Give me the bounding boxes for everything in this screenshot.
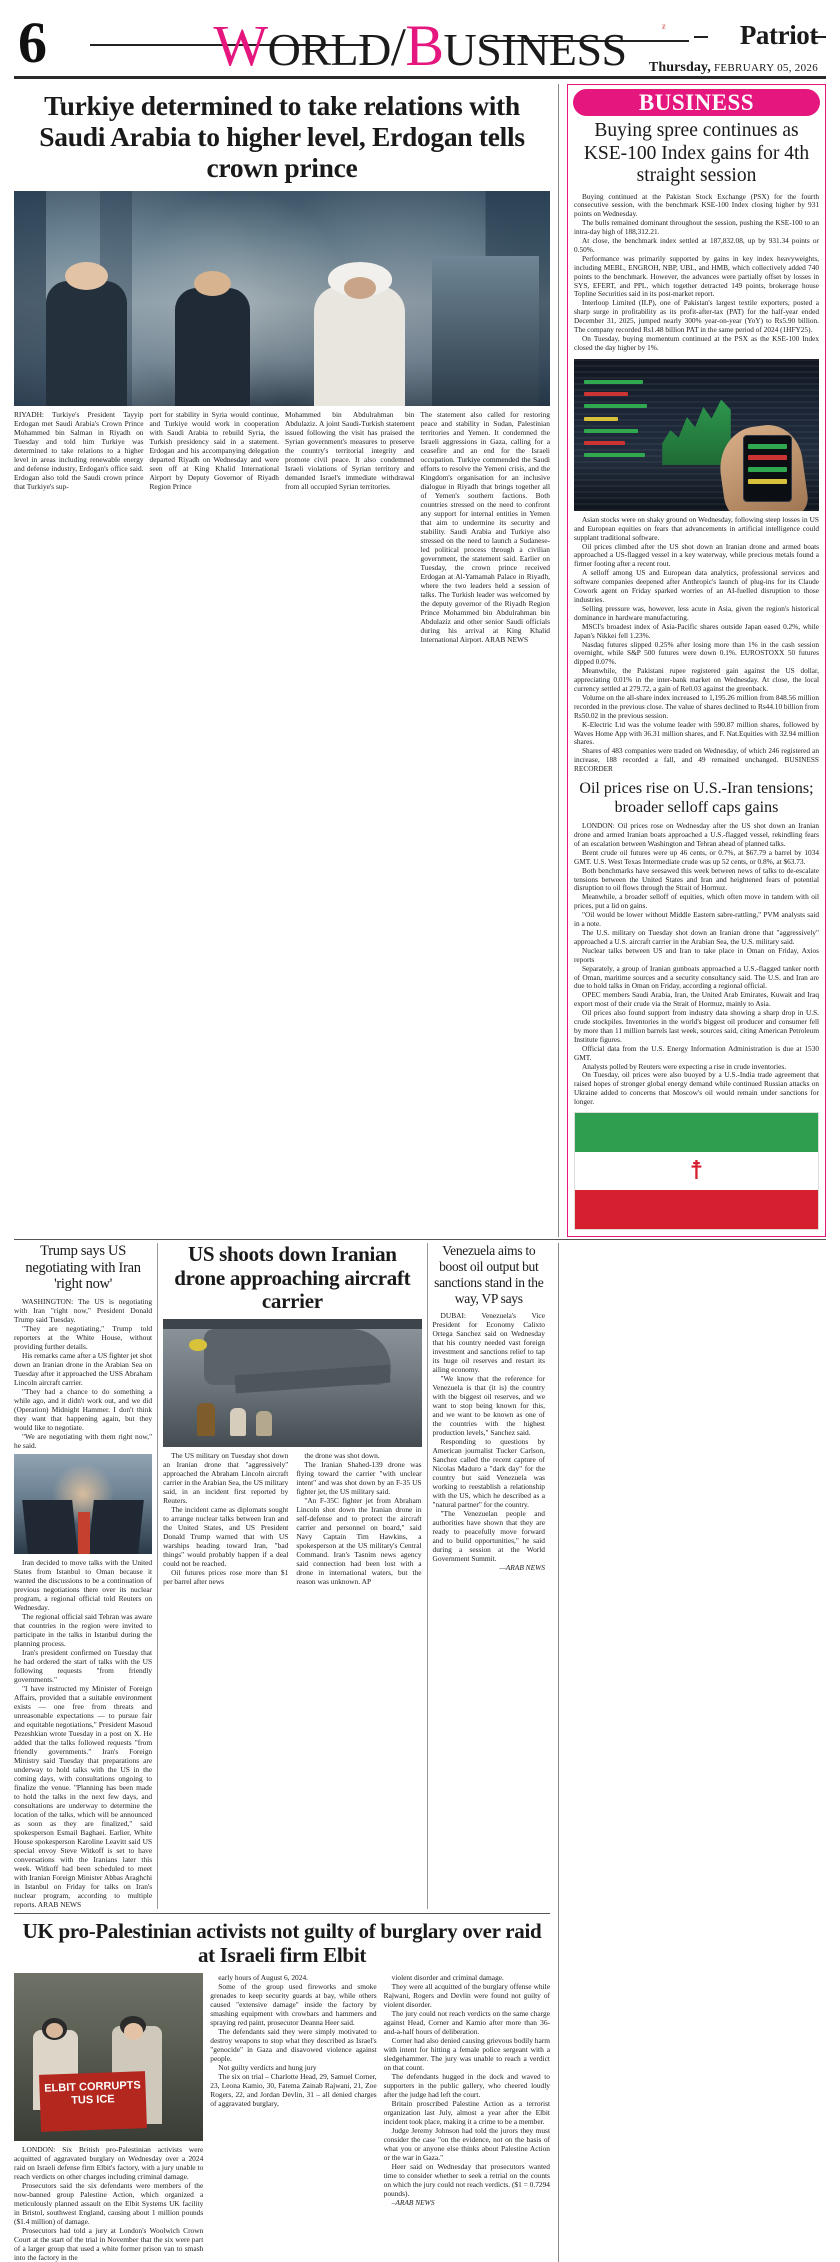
venezuela-paragraph: "The Venezuelan people and authorities have shown that they are ready to peacefully move forward and to build opportunities," he said during a session at the World Government Summit.	[432, 1509, 545, 1564]
drone-story	[158, 1243, 426, 1909]
lead-caption-col-2: port for stability in Syria would continue, and Turkiye would work in cooperation with Saudi Arabia to rebuild Syria, the Turkish presidency said in a statement. Erdogan and his accompanying delegation departed Riyadh on Wednesday and were seen off at King Khalid International Airport by Deputy Governor of Riyadh Region Prince	[149, 410, 279, 491]
elbit-paragraph: Judge Jeremy Johnson had told the jurors they must consider the case "on the evidence, not on the basis of what you or anyone else thinks about Palestine Action or the war in Gaza."	[383, 2125, 550, 2162]
business-photo-trading-screen	[574, 359, 819, 511]
trump-paragraph: "I have instructed my Minister of Foreign Affairs, provided that a suitable environment exists — one free from threats and unreasonable expectations — to pursue fair and equitable negotiations," President Masoud Pezeshkian wrote Tuesday in a post on X. He added that the talks followed requests "from friendly governments." Iran's Foreign Ministry said Tuesday that preparations are underway to hold talks with the US in the coming days, with consultations ongoing to finalize the venue. "Planning has been made to hold the talks in the next few days, and consultations are underway to determine the location of the talks, which will be announced as soon as they are finalized," said spokesperson Esmail Baghaei. Earlier, White House spokesperson Karoline Leavitt said US special envoy Steve Witkoff is set to have conversations with the Iranians later this week. Witkoff had been scheduled to meet with Iranian Foreign Minister Abbas Araghchi in Istanbul on Friday for talks on Iran's nuclear program, according to multiple reports. ARAB NEWS	[14, 1683, 153, 1909]
oil-paragraph: Brent crude oil futures were up 46 cents, or 0.7%, at $67.79 a barrel by 1034 GMT. U.S. West Texas Intermediate crude was up 52 cents, or 0.8%, at $63.73.	[574, 847, 819, 866]
oil-headline: Oil prices rise on U.S.-Iran tensions; broader selloff caps gains	[579, 780, 814, 816]
figure-erdogan	[46, 281, 126, 406]
ticker-row	[584, 392, 628, 396]
section-title-b: B	[405, 13, 444, 78]
business-body-part1	[574, 193, 819, 353]
business-body-part2	[574, 516, 819, 774]
business-photo-phone	[743, 435, 792, 502]
venezuela-headline: Venezuela aims to boost oil output but sanctions stand in the way, VP says	[434, 1243, 544, 1307]
top-zone	[14, 84, 826, 1237]
oil-paragraph: Both benchmarks have seesawed this week between news of talks to de-escalate tensions between the United States and Iran and heightened fears of potential disruption to oil flows through the Strait of Hormuz.	[574, 865, 819, 893]
trump-photo-necktie	[78, 1512, 90, 1554]
elbit-paragraph: The defendants hugged in the dock and waved to supporters in the public gallery, who cheered loudly after the judge had left the court.	[383, 2071, 550, 2099]
deck-crew	[256, 1411, 272, 1437]
venezuela-paragraph: DUBAI: Venezuela's Vice President for Economy Calixto Ortega Sanchez said on Wednesday that his country needed vast foreign investment and sanctions relief to tap its huge oil reserves and restart its ailing economy.	[432, 1311, 545, 1375]
business-paragraph: Performance was primarily supported by gains in key index heavyweights, including MEBL, ENGROH, NBP, UBL, and HMB, which collectively added 740 points to the benchmark. However, the advances were partially offset by losses in SYS, EFERT, and PPL, which together detracted 149 points, brokerage house Topline Securities said in its post-market report.	[574, 253, 819, 299]
trump-photo	[14, 1454, 152, 1554]
elbit-subhead: Not guilty verdicts and hung jury	[218, 2062, 317, 2072]
venezuela-source-credit: —ARAB NEWS	[499, 1563, 545, 1573]
drone-headline: US shoots down Iranian drone approaching aircraft carrier	[174, 1242, 411, 1314]
oil-paragraph: Nuclear talks between US and Iran to take place in Oman on Friday, Axios reports	[574, 945, 819, 964]
oil-paragraph: Analysts polled by Reuters were expecting a rise in crude inventories.	[582, 1061, 787, 1071]
trump-paragraph: "They are negotiating," Trump told reporters at the White House, without providing further details.	[14, 1323, 153, 1351]
business-column	[558, 84, 826, 1237]
figure-aide	[175, 288, 250, 406]
lead-photo-backdrop	[432, 256, 539, 407]
dateline	[649, 60, 818, 76]
trump-body-bottom	[14, 1558, 152, 1909]
figure-crown-prince-robe	[314, 286, 405, 406]
ticker-row	[584, 404, 648, 408]
business-paragraph: Buying continued at the Pakistan Stock Exchange (PSX) for the fourth consecutive session, with the benchmark KSE-100 Index closing higher by 931 points on Wednesday.	[574, 191, 819, 219]
section-title-slash: /	[390, 17, 406, 77]
section-title-usiness: USINESS	[443, 24, 627, 75]
brand-name: z Patriot	[649, 22, 818, 49]
oil-paragraph: The U.S. military on Tuesday shot down an Iranian drone that "aggressively" approached a U.S. aircraft carrier in the Arabian Sea, the U.S. military said.	[574, 927, 819, 946]
elbit-paragraph: Prosecutors said the six defendants were members of the now-banned group Palestine Action, which organized a meticulously planned assault on the Elbit Systems UK facility in Bristol, southwest England, causing about 1 million pounds ($1.4 million) of damage.	[14, 2180, 204, 2226]
elbit-body-col-3	[384, 1973, 550, 2262]
elbit-paragraph: The jury could not reach verdicts on the same charge against Head, Corner and Kamio after more than 36-and-a-half hours of deliberation.	[383, 2008, 550, 2036]
elbit-photo-protesters	[14, 1973, 203, 2141]
business-paragraph: At close, the benchmark index settled at 187,832.08, up by 931.34 points or 0.50%.	[574, 236, 819, 254]
drone-paragraph: the drone was shot down.	[304, 1450, 380, 1460]
figure-erdogan-head	[65, 262, 108, 290]
lead-caption-col-1: RIYADH: Turkiye's President Tayyip Erdogan met Saudi Arabia's Crown Prince Mohammed bin Salman in Riyadh on Tuesday and told him Turkiye was determined to take relations to a higher level in areas including renewable energy and defense industry, Erdogan's office said. Erdogan also told the Saudi crown prince that Turkiye's sup-	[14, 410, 144, 491]
elbit-paragraph: Heer said on Wednesday that prosecutors wanted time to consider whether to seek a retrial on the counts on which the jury could not reach verdicts. ($1 = 0.7294 pounds).	[383, 2161, 550, 2198]
deck-marking	[189, 1339, 207, 1351]
business-box	[567, 84, 826, 1237]
drone-photo-aircraft-carrier	[163, 1319, 421, 1447]
business-paragraph: K-Electric Ltd was the volume leader with 590.87 million shares, followed by Waves Home App with 36.31 million shares, and F. Nat.Equities with 32.94 million shares.	[574, 719, 819, 747]
trump-paragraph: "They had a chance to do something a while ago, and it didn't work out, and we did (Operation) Midnight Hammer. I don't think they want that happening again, but they would like to negotiate.	[14, 1386, 153, 1432]
brand-accent-mark: z	[661, 21, 666, 31]
lead-caption-columns	[14, 410, 550, 644]
elbit-paragraph: They were all acquitted of the burglary offense while Rajwani, Rogers and Devlin were found not guilty of violent disorder.	[383, 1981, 550, 2009]
banner-text: ELBIT CORRUPTS TUS ICE	[44, 2079, 142, 2108]
trump-story	[14, 1243, 157, 1909]
trump-paragraph: Iran's president confirmed on Tuesday that he had ordered the start of talks with the US following requests "from friendly governments."	[14, 1647, 153, 1684]
ticker-row	[584, 441, 626, 445]
trump-paragraph: WASHINGTON: The US is negotiating with Iran "right now," President Donald Trump said Tuesday.	[14, 1296, 153, 1324]
oil-paragraph: Oil prices also found support from industry data showing a sharp drop in U.S. crude stockpiles. Inventories in the world's biggest oil producer and consumer fell by more than 11 million barrels last week, sources said, citing American Petroleum Institute figures.	[574, 1008, 819, 1044]
flag-green-band	[575, 1113, 818, 1152]
elbit-paragraph: early hours of August 6, 2024.	[218, 1972, 308, 1982]
brand-block	[649, 22, 818, 76]
business-paragraph: Oil prices climbed after the US shot down an Iranian drone and armed boats approached a US-flagged vessel in a key waterway, while precious metals found a firmer footing after a recent rout.	[574, 541, 819, 569]
oil-paragraph: On Tuesday, oil prices were also buoyed by a U.S.-India trade agreement that raised hopes of stronger global energy demand while continued Russian attacks on Ukraine added to concerns that Moscow's oil would remain under sanctions for longer.	[574, 1070, 819, 1107]
drone-body-col-2	[296, 1451, 421, 1586]
business-paragraph: Selling pressure was, however, less acute in Asia, given the region's historical dominance in hardware manufacturing.	[574, 603, 819, 622]
business-paragraph: Volume on the all-share index increased to 1,195.26 million from 848.56 million recorded in the previous close. The value of shares declined to Rs44.10 billion from Rs50.02 in the previous session.	[574, 692, 819, 720]
business-paragraph: Nasdaq futures slipped 0.25% after losing more than 1% in the cash session overnight, while S&P 500 futures were down 0.1%. EUROSTOXX 50 futures dipped 0.07%.	[574, 639, 819, 667]
oil-paragraph: Separately, a group of Iranian gunboats approached a U.S.-flagged tanker north of Oman, maritime sources and a security consultancy said. The U.S. and Iran are due to hold talks in Oman on Friday, according a regional official.	[574, 963, 819, 991]
oil-paragraph: Official data from the U.S. Energy Information Administration is due at 1530 GMT.	[574, 1043, 819, 1062]
figure-crown-prince-face	[344, 277, 376, 299]
drone-paragraph: The US military on Tuesday shot down an Iranian drone that "aggressively" approached the Abraham Lincoln aircraft carrier in the Arabian Sea, the US military said, in an incident first reported by Reuters.	[163, 1450, 289, 1505]
section-title-w: W	[213, 13, 268, 78]
ticker-row	[584, 429, 638, 433]
elbit-paragraph: The six on trial – Charlotte Head, 29, Samuel Corner, 23, Leona Kamio, 30, Fatema Zainab Rajwani, 21, Zoe Rogers, 22, and Jordan Devlin, 31 – all denied charges of aggravated burglary,	[210, 2071, 377, 2108]
business-paragraph: Shares of 483 companies were traded on Wednesday, of which 246 registered an increase, 188 recorded a fall, and 49 remained unchanged. BUSINESS RECORDER	[574, 746, 819, 774]
middle-right-spacer	[558, 1243, 826, 2262]
drone-paragraph: Oil futures prices rose more than $1 per barrel after news	[163, 1567, 289, 1586]
masthead	[14, 0, 826, 78]
flag-emblem-icon: ☨	[689, 1156, 704, 1186]
lead-photo-figures	[14, 191, 550, 406]
business-paragraph: A selloff among US and European data analytics, professional services and software companies deepened after Anthropic's launch of plug-ins for its Claude Cowork agent on Friday sparked worries of an AI-fuelled disruption to those industries.	[574, 568, 819, 604]
iran-flag-image	[574, 1112, 819, 1230]
venezuela-paragraph: Responding to questions by American journalist Tucker Carlson, Sanchez called the recent capture of Nicolas Maduro a "dark day" for the country but said Venezuela was working to reestablish a relationship with the US, which he described as a "natural partner" for the country.	[432, 1437, 545, 1510]
drone-paragraph: The Iranian Shahed-139 drone was flying toward the carrier "with unclear intent" and was shot down by an F-35 US fighter jet, the US military said.	[296, 1459, 422, 1496]
flag-red-band	[575, 1190, 818, 1229]
business-headline: Buying spree continues as KSE-100 Index gains for 4th straight session	[583, 120, 810, 186]
ticker-row	[584, 453, 645, 457]
lead-photo	[14, 191, 550, 406]
business-paragraph: The bulls remained dominant throughout the session, pushing the KSE-100 to an intra-day high of 188,312.21.	[574, 218, 819, 237]
top-zone-divider	[14, 1239, 826, 1240]
drone-paragraph: The incident came as diplomats sought to arrange nuclear talks between Iran and the United States, and US President Donald Trump warned that with US warships heading toward Iran, "bad things" would probably happen if a deal could not be reached.	[163, 1504, 289, 1568]
trump-paragraph: The regional official said Tehran was aware that countries in the region were invited to participate in the talks in Istanbul during the planning process.	[14, 1611, 153, 1648]
ticker-row	[584, 417, 618, 421]
oil-paragraph: Meanwhile, a broader selloff of equities, which often move in tandem with oil prices, put a lid on gains.	[574, 892, 819, 911]
elbit-paragraph: Corner had also denied causing grievous bodily harm with intent for hitting a female police sergeant with a sledgehammer. The jury was unable to reach a verdict on that count.	[383, 2035, 550, 2072]
elbit-paragraph: violent disorder and criminal damage.	[391, 1972, 504, 1982]
elbit-source-credit: –ARAB NEWS	[391, 2197, 435, 2207]
lead-caption-col-4: The statement also called for restoring peace and stability in Sudan, Palestinian territories and Yemen. It condemned the Israeli aggressions in Gaza, calling for a ceasefire and an end for the Israeli occupation. Turkiye commended the Saudi efforts to resolve the Yemeni crisis, and the Kingdom's organisation for an inclusive dialogue in Riyadh that brings together all of Yemen's southern factions. Both countries stressed on the need to confront any support for internal entities in Yemen that aim to undermine its security and stability. Saudi Arabia and Turkiye also stressed on the need to launch a Sudanese-led political process through a civilian government, the statement said. Earlier on Tuesday, the crown prince received Erdogan at Al-Yamamah Palace in Riyadh, where the two leaders held a session of talks. The Turkish leader was welcomed by the deputy governor of the Riyadh Region Prince Mohammed bin Abdulrahman bin Abdulaziz and other senior Saudi officials during his arrival at King Khalid International Airport. ARAB NEWS	[420, 410, 550, 644]
business-paragraph: MSCI's broadest index of Asia-Pacific shares outside Japan eased 0.2%, while Japan's Nikkei fell 1.23%.	[574, 621, 819, 640]
elbit-paragraph: LONDON: Six British pro-Palestinian activists were acquitted of aggravated burglary on Wednesday over a 2024 raid on Israeli defense firm Elbit's factory, with a jury unable to reach verdicts on other charges including criminal damage.	[14, 2144, 204, 2181]
oil-paragraph: OPEC members Saudi Arabia, Iran, the United Arab Emirates, Kuwait and Iraq export most of their crude via the Strait of Hormuz, mainly to Asia.	[574, 990, 819, 1009]
trump-photo-suit-left	[22, 1500, 77, 1554]
elbit-paragraph: Prosecutors had told a jury at London's Woolwich Crown Court at the start of the trial in November that the six were part of a larger group that used a white former prison van to smash into the factory in the	[14, 2225, 204, 2262]
elbit-paragraph: Some of the group used fireworks and smoke grenades to keep security guards at bay, while others caused "extensive damage" inside the factory by smashing equipment with crowbars and hammers and spraying red paint, prosecutor Deanna Heer said.	[210, 1981, 377, 2027]
business-paragraph: Interloop Limited (ILP), one of Pakistan's largest textile exporters, posted a sharp surge in profitability as its profit-after-tax (PAT) for the half-year ended December 31, 2025, jumped nearly 300% year-on-year (YoY) to Rs5.90 billion. The company recorded Rs1.48 billion PAT in the same period of 2024 (1HFY25).	[574, 298, 819, 335]
deck-edge	[163, 1319, 421, 1329]
elbit-paragraph: Britain proscribed Palestine Action as a terrorist organization last July, almost a year after the Elbit incident took place, making it a crime to be a member.	[383, 2098, 550, 2126]
lead-headline: Turkiye determined to take relations with Saudi Arabia to higher level, Erdogan tells crown prince	[39, 90, 525, 183]
business-paragraph: Meanwhile, the Pakistani rupee registered gain against the US dollar, appreciating 0.01% in the inter-bank market on Wednesday. At close, the local currency settled at 279.72, a gain of Re0.03 against the greenback.	[574, 666, 819, 694]
drone-body-col-1	[163, 1451, 288, 1586]
elbit-body-col-1	[14, 2145, 203, 2262]
protester-face	[124, 2023, 143, 2040]
venezuela-story	[428, 1243, 550, 1909]
business-section-tag: BUSINESS	[573, 89, 820, 116]
ticker-row	[584, 380, 643, 384]
oil-paragraph: LONDON: Oil prices rose on Wednesday after the US shot down an Iranian drone and armed Iranian boats approached a U.S.-flagged vessel, rekindling fears of an escalation between Washington and Tehran ahead of planned talks.	[574, 821, 819, 848]
oil-paragraph: "Oil would be lower without Middle Eastern sabre-rattling," PVM analysts said in a note.	[574, 910, 819, 929]
trump-body-top	[14, 1297, 152, 1450]
elbit-photo-banner	[40, 2072, 148, 2133]
oil-body	[574, 822, 819, 1107]
figure-aide-head	[194, 271, 232, 297]
venezuela-body	[433, 1311, 545, 1572]
elbit-body-col-2	[210, 1973, 376, 2262]
middle-columns	[14, 1243, 550, 1909]
business-paragraph: Asian stocks were on shaky ground on Wednesday, following steep losses in US and European equities on fears that advancements in artificial intelligence could supplant traditional software.	[574, 514, 819, 542]
section-title-orld: ORLD	[267, 24, 391, 75]
page-folio-number: 6	[18, 10, 47, 75]
trump-paragraph: Iran decided to move talks with the United States from Istanbul to Oman because it wanted the discussions to be a continuation of previous negotiations there over its nuclear program, a regional official told Reuters on Wednesday.	[14, 1557, 153, 1612]
trump-photo-suit-right	[89, 1500, 144, 1554]
business-paragraph: On Tuesday, buying momentum continued at the PSX as the KSE-100 Index closed the day higher by 1%.	[574, 334, 819, 352]
elbit-left-block	[14, 1973, 203, 2262]
middle-zone	[14, 1243, 826, 2262]
drone-paragraph: "An F-35C fighter jet from Abraham Lincoln shot down the Iranian drone in self-defense and to protect the aircraft carrier and personnel on board," said Navy Captain Tim Hawkins, a spokesperson at the US military's Central Command. Iran's Tasnim news agency said connection had been lost with a drone in international waters, but the reason was unknown. AP	[296, 1495, 422, 1586]
lead-caption-col-3: Mohammed bin Abdulrahman bin Abdulaziz. A joint Saudi-Turkish statement issued following the visit has praised the Syrian government's measures to preserve the country's territorial integrity and promote civil peace. It also condemned Israeli violations of Syrian territory and demanded Israel's immediate withdrawal from all occupied Syrian territories.	[285, 410, 415, 491]
venezuela-paragraph: "We know that the reference for Venezuela is that (it is) the country with the biggest oil reserves, and we want to stop being known for this, and we want to be known as one of the countries with the highest production levels," Sanchez said.	[432, 1374, 545, 1438]
deck-crew	[197, 1403, 215, 1436]
elbit-headline: UK pro-Palestinian activists not guilty of burglary over raid at Israeli firm Elbit	[22, 1918, 542, 1967]
trump-paragraph: "We are negotiating with them right now," he said.	[14, 1431, 153, 1450]
trump-paragraph: His remarks came after a US fighter jet shot down an Iranian drone in the Arabian Sea on Tuesday after it approached the USS Abraham Lincoln aircraft carrier.	[14, 1350, 153, 1387]
trump-headline: Trump says US negotiating with Iran 'right now'	[25, 1243, 141, 1293]
middle-left-block	[14, 1243, 558, 2262]
lead-story	[14, 84, 558, 1237]
elbit-paragraph: The defendants said they were simply motivated to destroy weapons to stop what they described as Israel's "genocide" in Gaza and disavowed violence against people.	[210, 2026, 377, 2063]
deck-crew	[230, 1408, 246, 1436]
dateline-date: FEBRUARY 05, 2026	[713, 62, 818, 74]
elbit-story	[14, 1919, 550, 2262]
dateline-day: Thursday,	[648, 60, 711, 75]
middle-zone-divider	[14, 1913, 550, 1914]
